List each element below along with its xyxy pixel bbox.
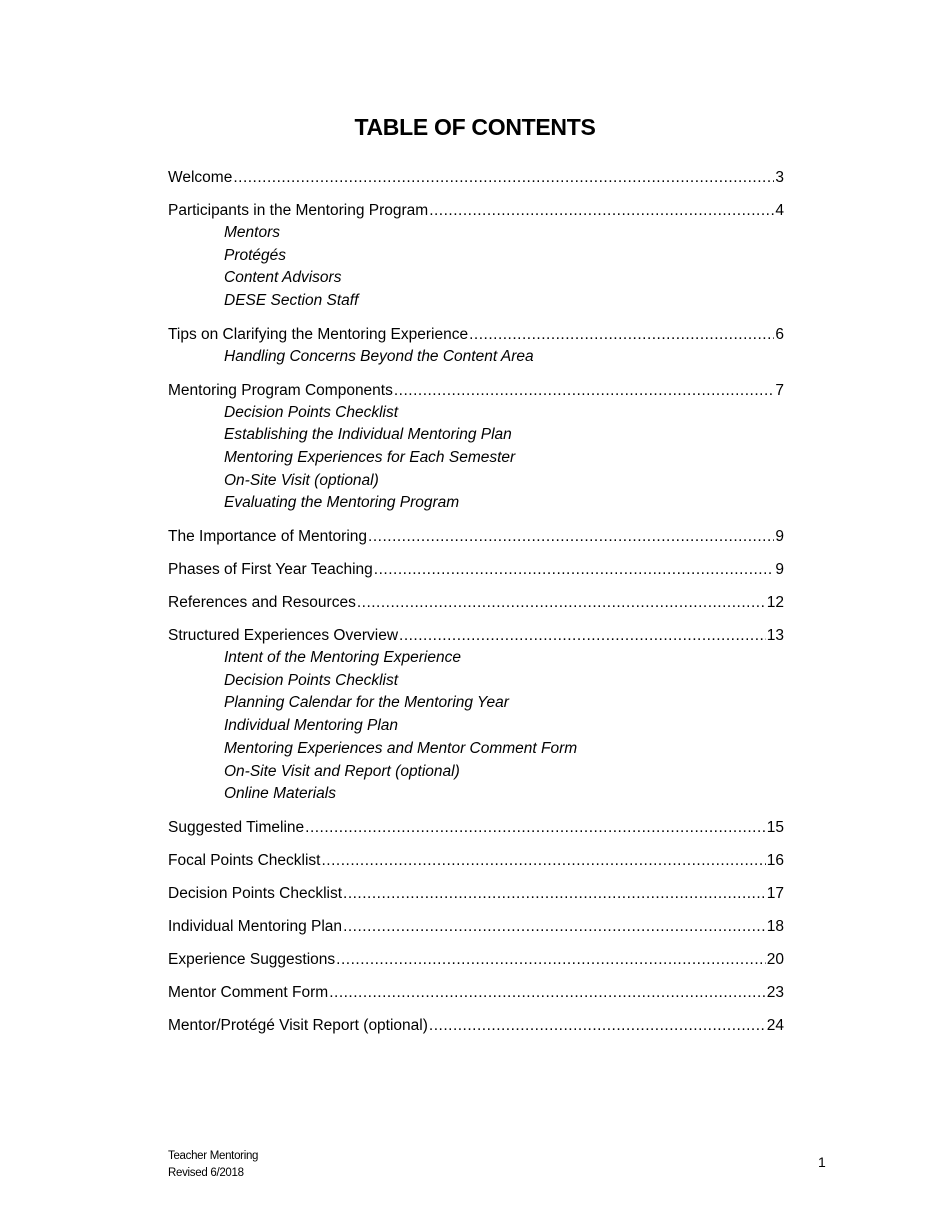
toc-entry (168, 624, 784, 806)
toc-subsection-item: Intent of the Mentoring Experience (224, 649, 461, 667)
toc-subsection-list (168, 222, 784, 313)
toc-entry-title: Participants in the Mentoring Program (168, 202, 429, 219)
toc-entry-row[interactable] (168, 323, 784, 346)
toc-subsection-item: Protégés (224, 246, 287, 264)
toc-entry-row[interactable] (168, 199, 784, 222)
footer-page-number: 1 (818, 1154, 826, 1170)
toc-entry (168, 948, 784, 971)
toc-entry-row[interactable] (168, 558, 784, 581)
toc-entry-page-number: 6 (775, 325, 784, 343)
toc-entry (168, 849, 784, 872)
footer-document-info (168, 1148, 258, 1181)
toc-subsection-item: On-Site Visit and Report (optional) (224, 762, 460, 780)
toc-entry-row[interactable] (168, 591, 784, 614)
toc-entry-title: Suggested Timeline (168, 818, 305, 836)
dot-leader (429, 199, 774, 222)
toc-entry (168, 323, 784, 369)
toc-entry-page-number: 18 (766, 917, 784, 935)
toc-subsection-item: Mentors (224, 224, 280, 241)
toc-subsection-item: Content Advisors (224, 269, 342, 287)
toc-entry-title: Tips on Clarifying the Mentoring Experience (168, 325, 469, 343)
toc-subsection-item: Handling Concerns Beyond the Content Area (224, 347, 534, 365)
toc-entry-page-number: 12 (766, 594, 784, 612)
toc-entry-title: References and Resources (168, 594, 356, 612)
toc-entry-row[interactable] (168, 981, 784, 1004)
toc-entry-page-number: 16 (766, 851, 784, 869)
dot-leader (374, 558, 775, 581)
toc-subsection-item: DESE Section Staff (224, 292, 359, 310)
toc-subsection-item: On-Site Visit (optional) (224, 471, 379, 489)
toc-entry-title: Focal Points Checklist (168, 851, 321, 869)
toc-subsection-list (168, 402, 784, 516)
toc-subsection-item: Planning Calendar for the Mentoring Year (224, 694, 509, 712)
toc-entry-page-number: 24 (766, 1016, 784, 1034)
toc-entry-page-number: 20 (766, 950, 784, 968)
page-title: TABLE OF CONTENTS (354, 114, 596, 140)
toc-entry (168, 558, 784, 581)
toc-entry (168, 915, 784, 938)
toc-entry-title: Structured Experiences Overview (168, 627, 399, 645)
toc-entry-row[interactable] (168, 624, 784, 647)
toc-subsection-item: Decision Points Checklist (224, 671, 399, 689)
toc-entry-page-number: 4 (775, 202, 784, 219)
toc-entry-row[interactable] (168, 379, 784, 402)
toc-entry-page-number: 15 (766, 818, 784, 836)
dot-leader (329, 981, 766, 1004)
toc-entry-row[interactable] (168, 816, 784, 839)
toc-entry-title: Welcome (168, 169, 233, 186)
toc-entry-row[interactable] (168, 1014, 784, 1037)
dot-leader (429, 1014, 766, 1037)
dot-leader (321, 849, 765, 872)
toc-entry-page-number: 13 (766, 627, 784, 645)
toc-subsection-item: Evaluating the Mentoring Program (224, 494, 460, 512)
dot-leader (343, 882, 766, 905)
toc-entry-page-number: 23 (766, 983, 784, 1001)
toc-entry (168, 199, 784, 313)
dot-leader (394, 379, 775, 402)
toc-entry-title: Mentor/Protégé Visit Report (optional) (168, 1016, 428, 1034)
toc-subsection-item: Online Materials (224, 785, 336, 803)
toc-entry (168, 882, 784, 905)
toc-entry (168, 1014, 784, 1037)
dot-leader (343, 915, 766, 938)
toc-subsection-item: Individual Mentoring Plan (224, 717, 399, 735)
toc-subsection-item: Mentoring Experiences for Each Semester (224, 448, 516, 466)
toc-entry-page-number: 9 (775, 561, 784, 579)
toc-entry-title: Decision Points Checklist (168, 884, 343, 902)
toc-entry-title: Individual Mentoring Plan (168, 917, 343, 935)
dot-leader (305, 816, 766, 839)
dot-leader (469, 323, 774, 346)
toc-subsection-list (168, 647, 784, 806)
toc-entry-page-number: 9 (775, 528, 784, 546)
footer-revision-date: Revised 6/2018 (168, 1166, 244, 1179)
toc-entry-row[interactable] (168, 915, 784, 938)
toc-entry (168, 981, 784, 1004)
toc-entry (168, 166, 784, 189)
toc-subsection-list (168, 346, 784, 369)
dot-leader (399, 624, 766, 647)
table-of-contents (168, 166, 784, 1047)
toc-entry-title: Experience Suggestions (168, 950, 336, 968)
toc-entry-row[interactable] (168, 849, 784, 872)
toc-entry (168, 525, 784, 548)
toc-entry (168, 591, 784, 614)
toc-entry-title: Mentoring Program Components (168, 381, 393, 399)
toc-entry-page-number: 3 (775, 169, 784, 186)
toc-entry-row[interactable] (168, 166, 784, 189)
dot-leader (336, 948, 766, 971)
toc-entry (168, 816, 784, 839)
toc-entry-row[interactable] (168, 525, 784, 548)
toc-subsection-item: Decision Points Checklist (224, 403, 399, 421)
toc-entry-title: Phases of First Year Teaching (168, 561, 373, 579)
toc-entry-row[interactable] (168, 948, 784, 971)
toc-entry-page-number: 7 (775, 381, 784, 399)
toc-entry-title: The Importance of Mentoring (168, 528, 368, 546)
toc-entry (168, 379, 784, 516)
dot-leader (357, 591, 766, 614)
dot-leader (233, 166, 774, 189)
toc-entry-title: Mentor Comment Form (168, 983, 329, 1001)
dot-leader (368, 525, 774, 548)
toc-subsection-item: Mentoring Experiences and Mentor Comment Form (224, 739, 578, 757)
toc-entry-page-number: 17 (766, 884, 784, 902)
toc-subsection-item: Establishing the Individual Mentoring Plan (224, 426, 512, 444)
toc-entry-row[interactable] (168, 882, 784, 905)
footer-document-name: Teacher Mentoring (168, 1150, 259, 1162)
